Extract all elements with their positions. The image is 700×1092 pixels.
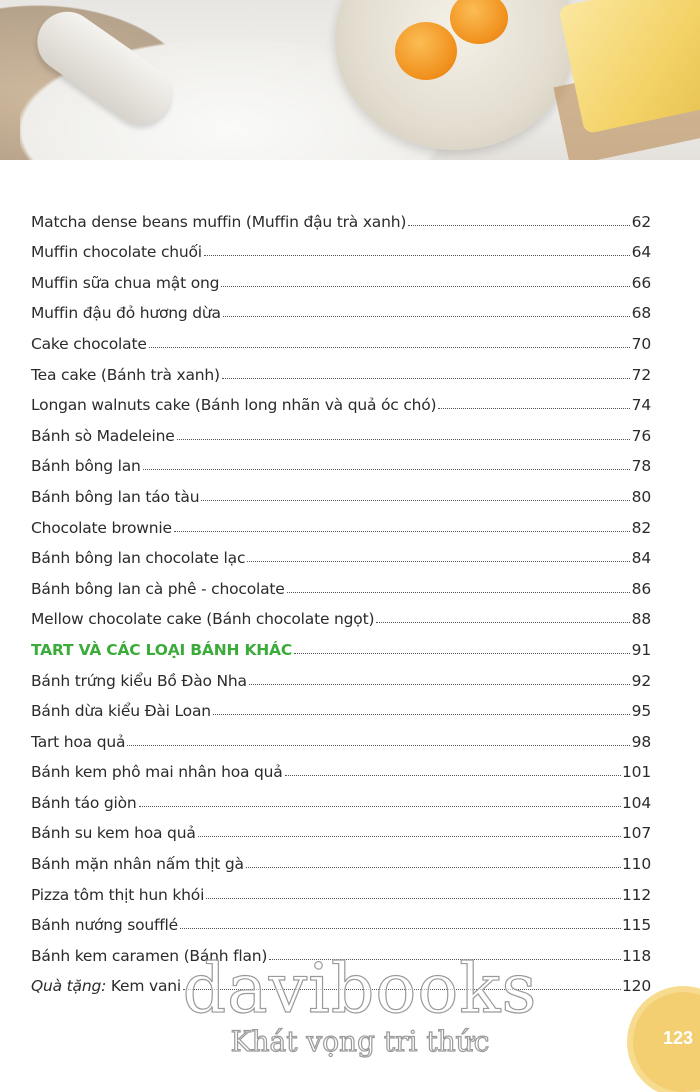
toc-entry-text: Matcha dense beans muffin (Muffin đậu trà xanh)	[31, 212, 407, 231]
toc-entry	[31, 659, 651, 690]
toc-entry-title	[31, 641, 294, 659]
toc-entry-text: Tea cake (Bánh trà xanh)	[31, 365, 220, 384]
toc-entry-title	[31, 213, 408, 231]
dot-leader	[247, 560, 630, 562]
dot-leader	[127, 744, 630, 746]
dot-leader	[221, 285, 630, 287]
dot-leader	[201, 499, 630, 501]
toc-entry-text: Bánh bông lan táo tàu	[31, 487, 200, 506]
toc-entry-prefix: Quà tặng:	[31, 977, 107, 996]
toc-entry-page: 68	[631, 304, 651, 323]
dot-leader	[249, 683, 630, 685]
toc-entry-page: 104	[622, 793, 651, 812]
toc-entry-text: Kem vani	[110, 977, 182, 996]
toc-entry-title	[31, 824, 198, 842]
toc-entry-page: 82	[631, 518, 651, 537]
toc-entry-page: 64	[631, 243, 651, 262]
toc-entry-title	[31, 580, 287, 598]
toc-entry	[31, 445, 651, 476]
header-photo	[0, 0, 700, 160]
egg-yolk	[395, 22, 457, 80]
toc-entry-page: 98	[631, 732, 651, 751]
toc-entry-title	[31, 549, 247, 567]
watermark-slogan: Khát vọng tri thức	[230, 1025, 490, 1058]
dot-leader	[287, 591, 630, 593]
toc-entry-title	[31, 733, 127, 751]
toc-entry-page: 88	[631, 610, 651, 629]
toc-entry-text: Bánh trứng kiểu Bồ Đào Nha	[31, 671, 247, 690]
toc-entry-page: 62	[631, 212, 651, 231]
toc-entry-page: 95	[631, 702, 651, 721]
dot-leader	[294, 652, 630, 654]
toc-entry-title	[31, 335, 149, 353]
dot-leader	[204, 254, 630, 256]
dot-leader	[180, 927, 621, 929]
dot-leader	[223, 315, 630, 317]
table-of-contents	[31, 200, 651, 995]
toc-section-heading	[31, 628, 651, 659]
toc-entry-text: Cake chocolate	[31, 334, 147, 353]
toc-entry	[31, 598, 651, 629]
toc-entry	[31, 904, 651, 935]
dot-leader	[143, 468, 630, 470]
toc-entry-text: Muffin chocolate chuối	[31, 243, 202, 262]
dot-leader	[438, 407, 630, 409]
toc-entry-title	[31, 672, 249, 690]
page-number-badge	[633, 992, 700, 1092]
toc-entry-page: 112	[622, 885, 651, 904]
toc-entry-text: Bánh kem phô mai nhân hoa quả	[31, 763, 283, 782]
toc-entry-text: Mellow chocolate cake (Bánh chocolate ngọt)	[31, 610, 375, 629]
toc-entry-text: Muffin sữa chua mật ong	[31, 273, 220, 292]
toc-entry	[31, 231, 651, 262]
dot-leader	[139, 805, 621, 807]
toc-entry-title	[31, 427, 177, 445]
toc-entry	[31, 506, 651, 537]
toc-entry	[31, 292, 651, 323]
toc-entry	[31, 200, 651, 231]
toc-entry-title	[31, 396, 438, 414]
toc-entry-page: 92	[631, 671, 651, 690]
dot-leader	[246, 866, 621, 868]
dot-leader	[206, 897, 621, 899]
toc-entry-title	[31, 886, 206, 904]
toc-entry	[31, 353, 651, 384]
dot-leader	[198, 835, 621, 837]
toc-entry-text: Bánh nướng soufflé	[31, 916, 178, 935]
toc-entry-text: Bánh bông lan	[31, 457, 141, 476]
toc-entry-text: TART VÀ CÁC LOẠI BÁNH KHÁC	[31, 640, 293, 659]
toc-entry-title	[31, 702, 213, 720]
toc-entry-text: Bánh su kem hoa quả	[31, 824, 196, 843]
toc-entry-text: Bánh mặn nhân nấm thịt gà	[31, 855, 244, 874]
toc-entry-title	[31, 610, 376, 628]
toc-entry-text: Chocolate brownie	[31, 518, 172, 537]
toc-entry-text: Bánh bông lan cà phê - chocolate	[31, 579, 285, 598]
toc-entry	[31, 322, 651, 353]
toc-entry-page: 115	[622, 916, 651, 935]
toc-entry	[31, 414, 651, 445]
dot-leader	[376, 621, 630, 623]
toc-entry-title	[31, 916, 180, 934]
toc-entry-page: 86	[631, 579, 651, 598]
toc-entry-page: 120	[622, 977, 651, 996]
toc-entry	[31, 751, 651, 782]
toc-entry-text: Longan walnuts cake (Bánh long nhãn và quả óc chó)	[31, 396, 437, 415]
toc-entry-page: 84	[631, 549, 651, 568]
toc-entry-title	[31, 488, 201, 506]
toc-entry	[31, 720, 651, 751]
dot-leader	[174, 530, 630, 532]
toc-entry-title	[31, 457, 143, 475]
toc-entry-text: Tart hoa quả	[31, 732, 126, 751]
toc-entry-title	[31, 304, 223, 322]
dot-leader	[408, 224, 630, 226]
toc-entry-page: 110	[622, 855, 651, 874]
page-number: 123	[663, 1028, 694, 1048]
toc-entry-page: 91	[631, 640, 651, 659]
dot-leader	[213, 713, 630, 715]
toc-entry	[31, 475, 651, 506]
toc-entry-text: Bánh táo giòn	[31, 793, 137, 812]
toc-entry-title	[31, 763, 285, 781]
watermark-brand: davibooks	[182, 950, 538, 1029]
toc-entry-text: Bánh bông lan chocolate lạc	[31, 549, 246, 568]
toc-entry	[31, 567, 651, 598]
dot-leader	[222, 377, 630, 379]
toc-entry-title	[31, 519, 174, 537]
toc-entry	[31, 537, 651, 568]
toc-entry	[31, 781, 651, 812]
toc-entry-text: Pizza tôm thịt hun khói	[31, 885, 205, 904]
watermark	[150, 950, 570, 1059]
toc-entry	[31, 842, 651, 873]
toc-entry	[31, 690, 651, 721]
toc-entry-text: Muffin đậu đỏ hương dừa	[31, 304, 221, 323]
toc-entry-page: 118	[622, 946, 651, 965]
toc-entry-page: 101	[622, 763, 651, 782]
toc-entry-page: 76	[631, 426, 651, 445]
toc-entry-text: Bánh sò Madeleine	[31, 426, 175, 445]
dot-leader	[149, 346, 630, 348]
toc-entry	[31, 873, 651, 904]
dot-leader	[285, 774, 621, 776]
toc-entry-title	[31, 366, 222, 384]
toc-entry	[31, 261, 651, 292]
toc-entry-page: 80	[631, 487, 651, 506]
toc-entry-page: 107	[622, 824, 651, 843]
toc-entry-title	[31, 794, 139, 812]
toc-entry	[31, 812, 651, 843]
toc-entry-title	[31, 274, 221, 292]
dot-leader	[177, 438, 630, 440]
toc-entry	[31, 384, 651, 415]
toc-entry-text: Bánh kem caramen (Bánh flan)	[31, 946, 268, 965]
toc-entry-page: 78	[631, 457, 651, 476]
toc-entry-title	[31, 855, 246, 873]
toc-entry-text: Bánh dừa kiểu Đài Loan	[31, 702, 211, 721]
toc-entry-page: 66	[631, 273, 651, 292]
toc-entry-title	[31, 243, 204, 261]
toc-entry-page: 72	[631, 365, 651, 384]
toc-entry-page: 70	[631, 334, 651, 353]
toc-entry-page: 74	[631, 396, 651, 415]
